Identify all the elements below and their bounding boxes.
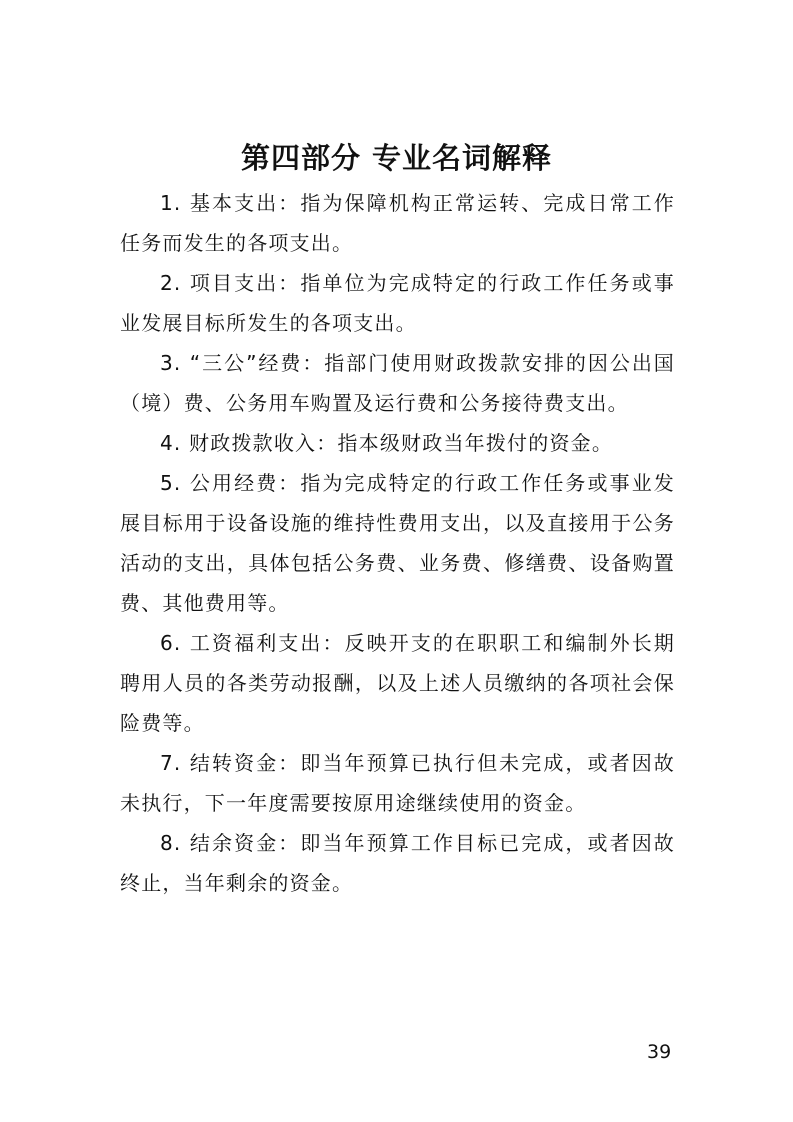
definition-term: 3. “三公”经费： (160, 351, 325, 375)
definition-item (120, 823, 675, 903)
definition-text: 即当年预算已执行但未完成，或者因故未执行，下一年度需要按原用途继续使用的资金。 (120, 751, 675, 815)
definition-term: 4. 财政拨款收入： (160, 431, 338, 455)
definition-term: 8. 结余资金： (160, 831, 301, 855)
definition-item (120, 343, 675, 423)
definition-text: 指部门使用财政拨款安排的因公出国（境）费、公务用车购置及运行费和公务接待费支出。 (120, 351, 675, 415)
definition-term: 2. 项目支出： (160, 271, 301, 295)
definition-term: 6. 工资福利支出： (160, 631, 345, 655)
definition-term: 1. 基本支出： (160, 191, 301, 215)
definition-text: 指单位为完成特定的行政工作任务或事业发展目标所发生的各项支出。 (120, 271, 675, 335)
definition-text: 指本级财政当年拨付的资金。 (337, 431, 614, 455)
definition-item (120, 263, 675, 343)
definitions-list (120, 183, 675, 903)
definition-item (120, 183, 675, 263)
definition-text: 指为保障机构正常运转、完成日常工作任务而发生的各项支出。 (120, 191, 675, 255)
page-number: 39 (647, 1041, 672, 1063)
page-title: 第四部分 专业名词解释 (240, 141, 553, 175)
definition-term: 5. 公用经费： (160, 471, 301, 495)
definition-item (120, 623, 675, 743)
definition-term: 7. 结转资金： (160, 751, 301, 775)
definition-text: 反映开支的在职职工和编制外长期聘用人员的各类劳动报酬，以及上述人员缴纳的各项社会保险费等。 (120, 631, 676, 735)
definition-text: 指为完成特定的行政工作任务或事业发展目标用于设备设施的维持性费用支出，以及直接用于公务活动的支出，具体包括公务费、业务费、修缮费、设备购置费、其他费用等。 (120, 471, 675, 615)
definition-text: 即当年预算工作目标已完成，或者因故终止，当年剩余的资金。 (120, 831, 675, 895)
definition-item (120, 743, 675, 823)
definition-item (120, 423, 675, 463)
definition-item (120, 463, 675, 623)
